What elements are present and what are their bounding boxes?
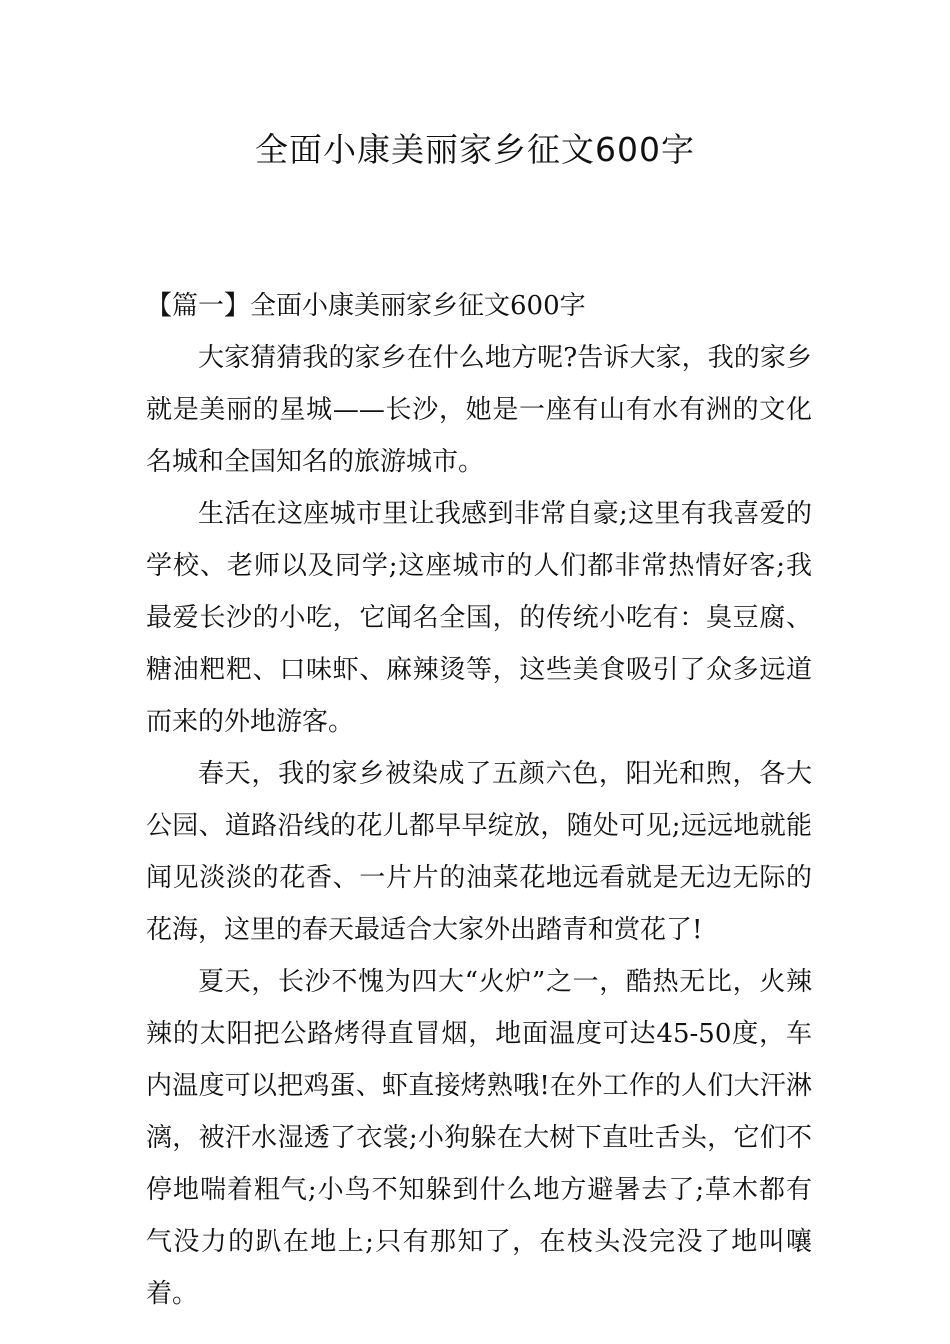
section-heading: 【篇一】全面小康美丽家乡征文600字 <box>146 291 586 321</box>
document-body <box>146 280 812 1320</box>
paragraph-4: 夏天，长沙不愧为四大“火炉”之一，酷热无比，火辣辣的太阳把公路烤得直冒烟，地面温度可达45-50度，车内温度可以把鸡蛋、虾直接烤熟哦!在外工作的人们大汗淋漓，被汗水湿透了衣裳;小狗躲在大树下直吐舌头，它们不停地喘着粗气;小鸟不知躲到什么地方避暑去了;草木都有气没力的趴在地上;只有那知了，在枝头没完没了地叫嚷着。 <box>146 967 812 1309</box>
document-title: 全面小康美丽家乡征文600字 <box>255 130 695 169</box>
paragraph-1: 大家猜猜我的家乡在什么地方呢?告诉大家，我的家乡就是美丽的星城——长沙，她是一座有山有水有洲的文化名城和全国知名的旅游城市。 <box>146 343 812 477</box>
paragraph-3: 春天，我的家乡被染成了五颜六色，阳光和煦，各大公园、道路沿线的花儿都早早绽放，随处可见;远远地就能闻见淡淡的花香、一片片的油菜花地远看就是无边无际的花海，这里的春天最适合大家外出踏青和赏花了! <box>146 759 812 945</box>
paragraph-2: 生活在这座城市里让我感到非常自豪;这里有我喜爱的学校、老师以及同学;这座城市的人们都非常热情好客;我最爱长沙的小吃，它闻名全国，的传统小吃有：臭豆腐、糖油粑粑、口味虾、麻辣烫等，这些美食吸引了众多远道而来的外地游客。 <box>146 499 812 737</box>
